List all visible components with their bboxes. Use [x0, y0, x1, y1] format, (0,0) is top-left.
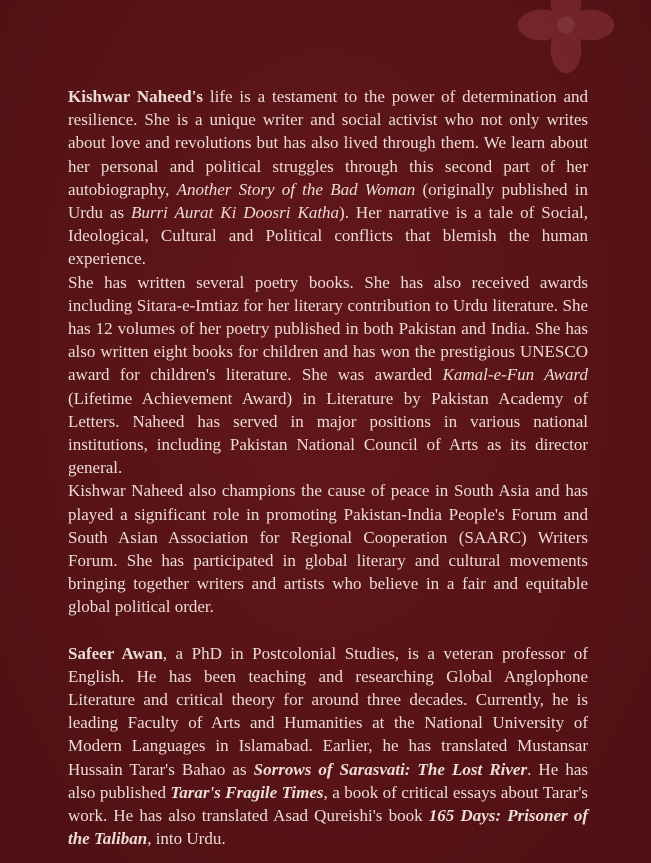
book-title: Another Story of the Bad Woman	[176, 179, 416, 199]
author-name: Kishwar Naheed's	[68, 87, 204, 106]
award-name: Kamal-e-Fun Award	[442, 365, 589, 385]
awan-paragraph: Safeer Awan, a PhD in Postcolonial Studies, is a veteran professor of English. He has been teaching and researching Global Anglophone Literature and critical theory for around three decades. Currently, he is leading Faculty of Arts and Humanities at the National University of Modern Languages in Islamabad. Earlier, he has translated Mustansar Hussain Tarar's Bahao as Sorrows of Sarasvati: The Lost River. He has also published Tarar's Fragile Times, a book of critical essays about Tarar's work. He has also translated Asad Qureishi's book 165 Days: Prisoner of the Taliban, into Urdu.	[68, 643, 589, 849]
urdu-translation-title: 165 Days: Prisoner of the Taliban	[68, 806, 588, 849]
published-book-title: Tarar's Fragile Times	[170, 782, 324, 802]
translated-book-title: Sorrows of Sarasvati: The Lost River	[253, 759, 528, 779]
biography-text	[68, 85, 588, 851]
naheed-paragraph-2: She has written several poetry books. She has also received awards including Sitara-e-Imtiaz for her literary contribution to Urdu literature. She has 12 volumes of her poetry published in both Pakistan and India. She has also written eight books for children and has won the prestigious UNESCO award for children's literature. She was awarded Kamal-e-Fun Award (Lifetime Achievement Award) in Literature by Pakistan Academy of Letters. Naheed has served in major positions in various national institutions, including Pakistan National Council of Arts as its director general.	[68, 272, 589, 478]
naheed-paragraph-3: Kishwar Naheed also champions the cause of peace in South Asia and has played a significant role in promoting Pakistan-India People's Forum and South Asian Association for Regional Cooperation (SAARC) Writers Forum. She has participated in global literary and cultural movements bringing together writers and artists who believe in a fair and equitable global political order.	[68, 481, 588, 617]
naheed-paragraph-1: Kishwar Naheed's life is a testament to the power of determination and resilience. She is a unique writer and social activist who not only writes about love and revolutions but has also lived through them. We learn about her personal and political struggles through this second part of her autobiography, Another Story of the Bad Woman (originally published in Urdu as Burri Aurat Ki Doosri Katha). Her narrative is a tale of Social, Ideological, Cultural and Political conflicts that blemish the human experience.	[68, 87, 589, 269]
flower-decoration-icon	[511, 0, 621, 80]
urdu-book-title: Burri Aurat Ki Doosri Katha	[131, 203, 340, 223]
translator-name: Safeer Awan	[68, 643, 163, 663]
